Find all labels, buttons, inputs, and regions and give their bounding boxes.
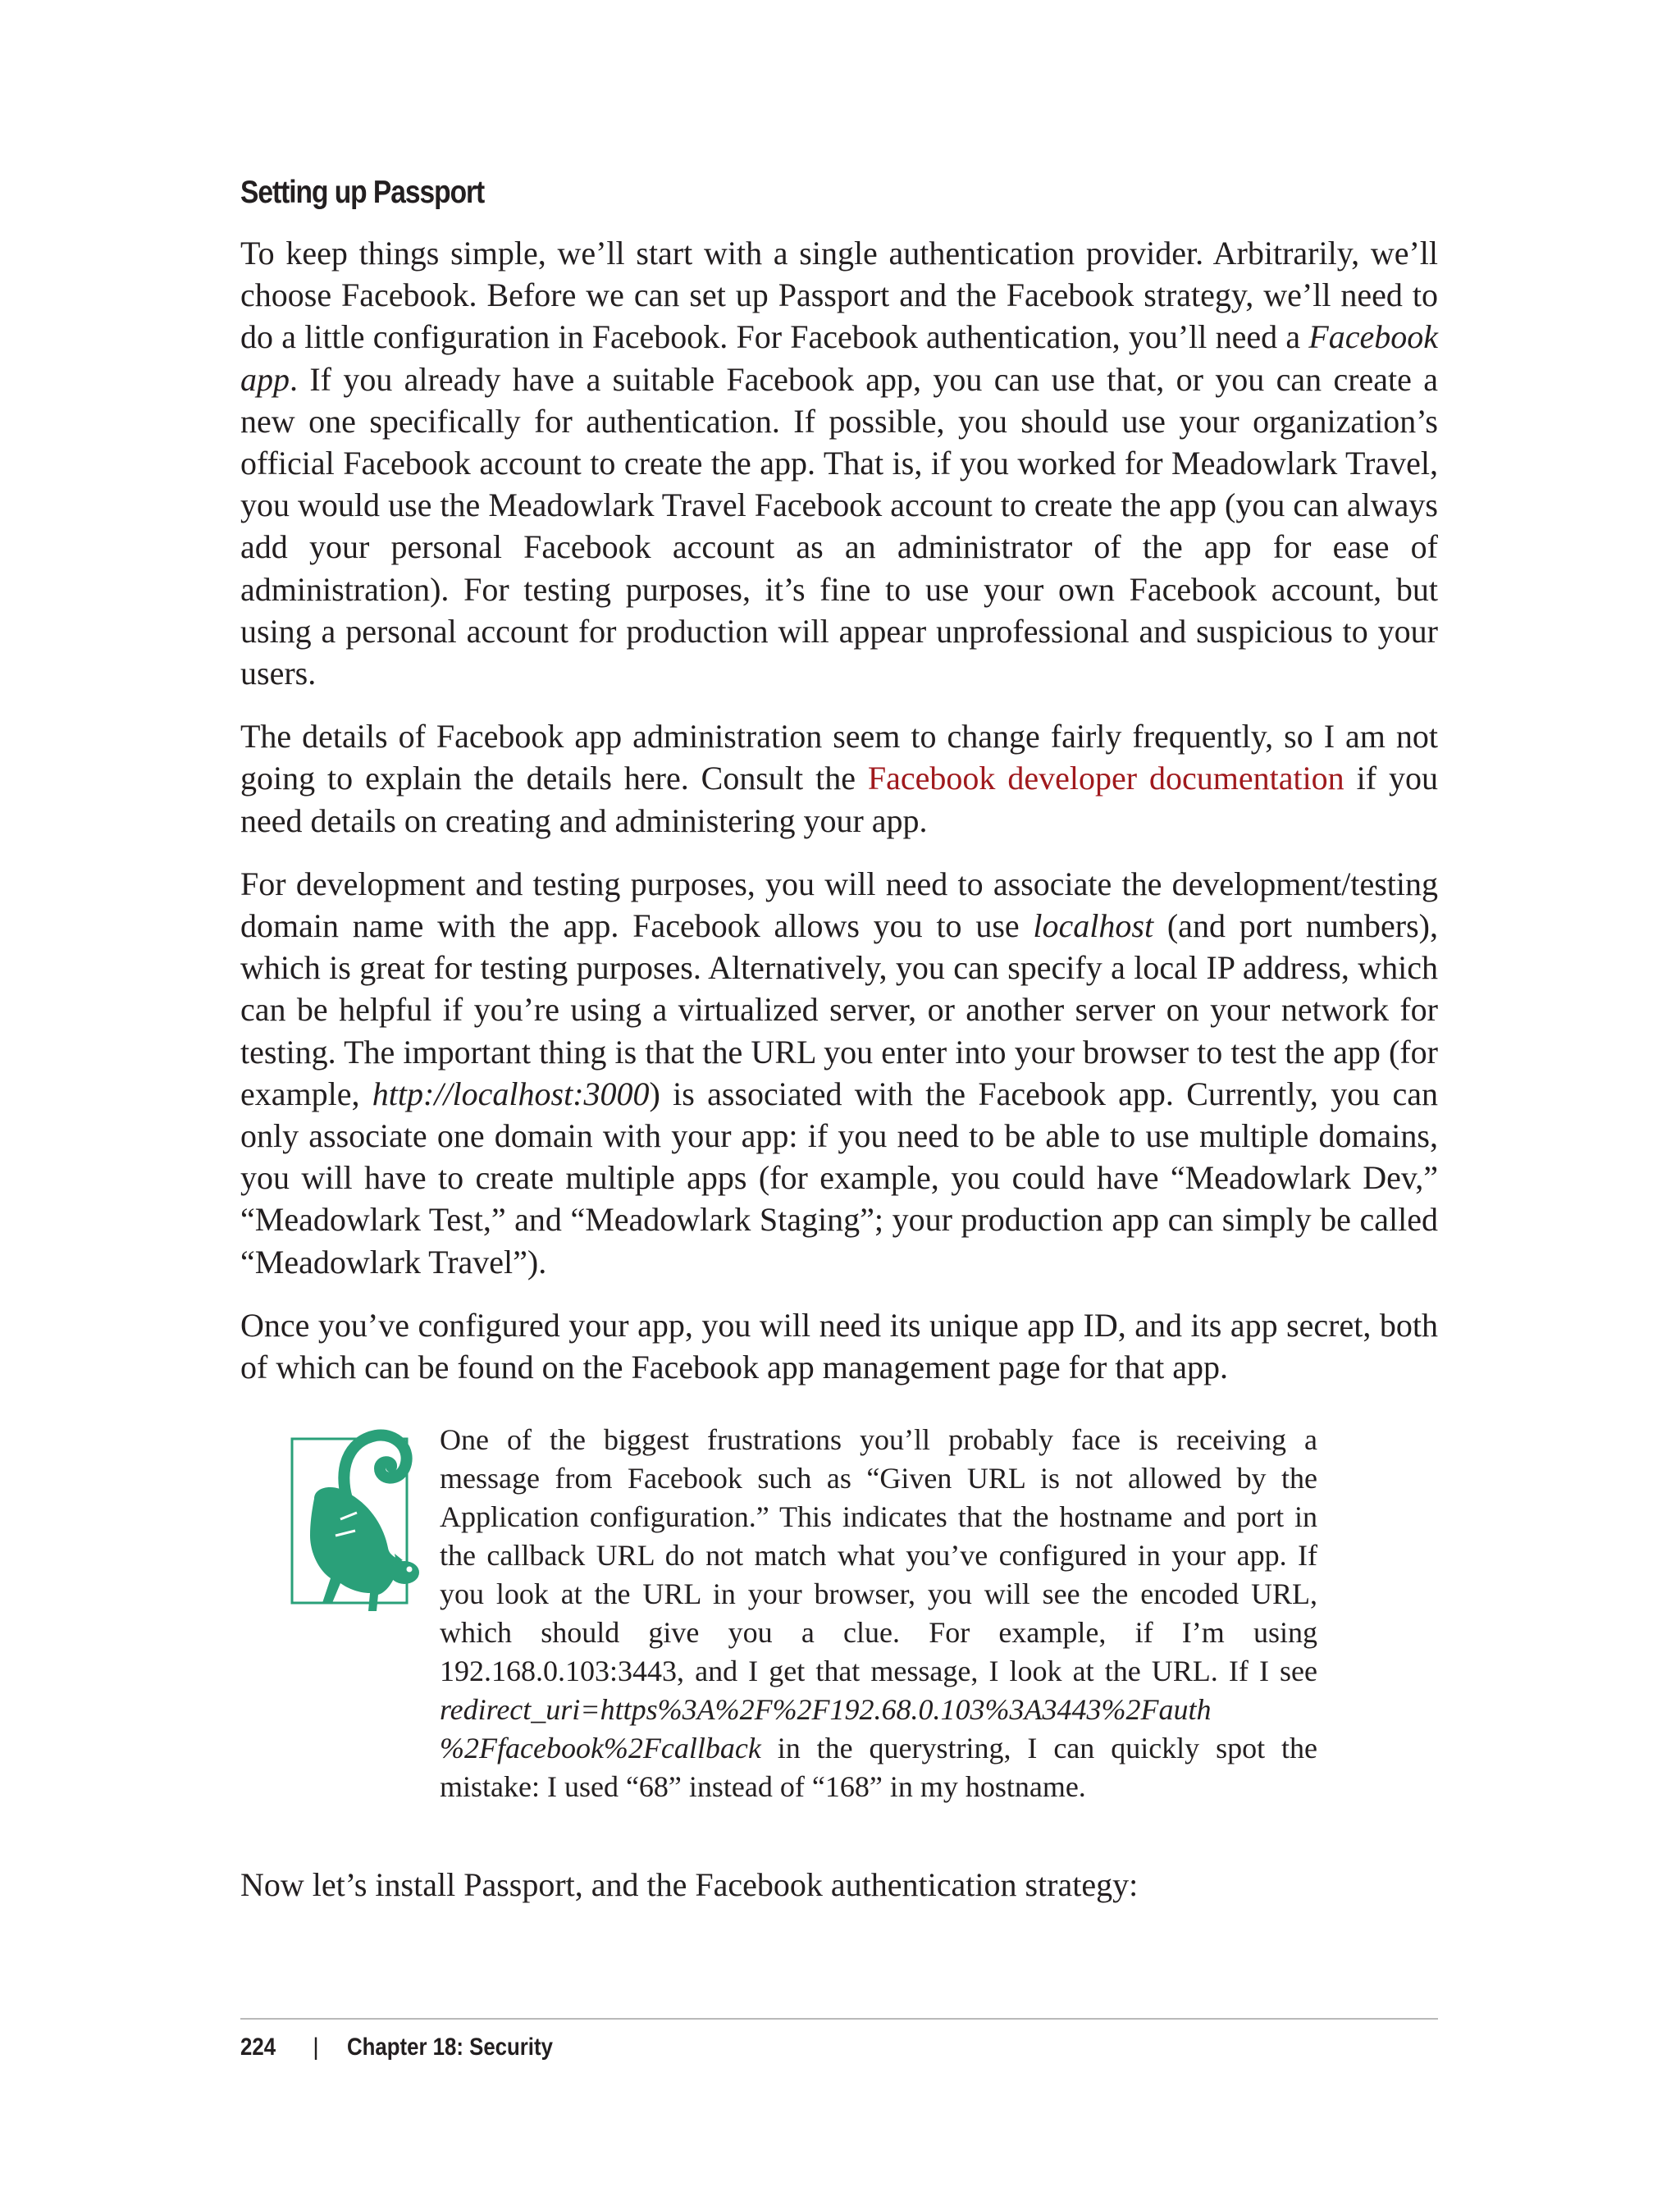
chapter-title: Chapter 18: Security	[346, 2034, 553, 2061]
paragraph-text: if you need details on creating and administering your app.	[240, 760, 1438, 839]
tip-note	[240, 1421, 1438, 1806]
paragraph-text: (and port numbers), which is great for testing purposes. Alternatively, you can specify a local IP address, which can be helpful if you’re using a virtualized server, or another server on your network for testing. The important thing is that the URL you enter into your browser to test the app (for example,	[240, 907, 1438, 1112]
tip-note-text	[440, 1421, 1317, 1806]
paragraph-app-id: Once you’ve configured your app, you will need its unique app ID, and its app secret, both of which can be found on the Facebook app management page for that app.	[240, 1306, 1438, 1386]
page-number: 224	[240, 2034, 276, 2061]
note-text: in the querystring, I can quickly spot the mistake: I used “68” instead of “168” in my hostname.	[440, 1732, 1317, 1804]
paragraph-text: ) is associated with the Facebook app. Currently, you can only associate one domain with your app: if you need to be able to use multiple domains, you will have to create multiple apps (for example, you could have “Meadowlark Dev,” “Meadowlark Test,” and “Meadowlark Staging”; your production app can simply be called “Meadowlark Travel”).	[240, 1075, 1438, 1281]
footer-rule	[240, 2018, 1438, 2020]
section-heading: Setting up Passport	[240, 175, 485, 210]
page-footer	[240, 2031, 587, 2064]
paragraph-admin-details	[240, 715, 1438, 842]
paragraph-text: The details of Facebook app administration seem to change fairly frequently, so I am not going to explain the details here. Consult the	[240, 718, 1438, 797]
term-localhost: localhost	[1033, 907, 1154, 945]
note-encoded-url: redirect_uri=https%3A%2F%2F192.68.0.103%3A3443%2Fauth %2Ffacebook%2Fcallback	[440, 1693, 1212, 1765]
lemur-tip-icon	[290, 1421, 421, 1626]
paragraph-domain-config	[240, 863, 1438, 1283]
paragraph-facebook-app	[240, 232, 1438, 694]
term-facebook-app: Facebook app	[240, 318, 1438, 398]
paragraph-install-passport: Now let’s install Passport, and the Facebook authentication strategy:	[240, 1866, 1139, 1904]
facebook-docs-link[interactable]: Facebook developer documentation	[867, 760, 1344, 797]
term-localhost-url: http://localhost:3000	[372, 1075, 650, 1112]
paragraph-text: To keep things simple, we’ll start with a single authentication provider. Arbitrarily, we’ll choose Facebook. Before we can set up Passport and the Facebook strategy, we’ll need to do a little configuration in Facebook. For Facebook authentication, you’ll need a	[240, 235, 1438, 356]
page-content	[240, 168, 1438, 1906]
paragraph-text: . If you already have a suitable Facebook app, you can use that, or you can create a new one specifically for authentication. If possible, you should use your organization’s official Facebook account to create the app. That is, if you worked for Meadowlark Travel, you would use the Meadowlark Travel Facebook account to create the app (you can always add your personal Facebook account as an administrator of the app for ease of administration). For testing purposes, it’s fine to use your own Facebook account, but using a personal account for production will appear unprofessional and suspicious to your users.	[240, 360, 1438, 692]
paragraph-text: For development and testing purposes, you will need to associate the development/testing domain name with the app. Facebook allows you to use	[240, 865, 1438, 945]
footer-separator: |	[313, 2034, 319, 2061]
note-text: One of the biggest frustrations you’ll probably face is receiving a message from Facebook such as “Given URL is not allowed by the Application configuration.” This indicates that the hostname and port in the callback URL do not match what you’ve configured in your app. If you look at the URL in your browser, you will see the encoded URL, which should give you a clue. For example, if I’m using 192.168.0.103:3443, and I get that message, I look at the URL. If I see	[440, 1423, 1317, 1688]
